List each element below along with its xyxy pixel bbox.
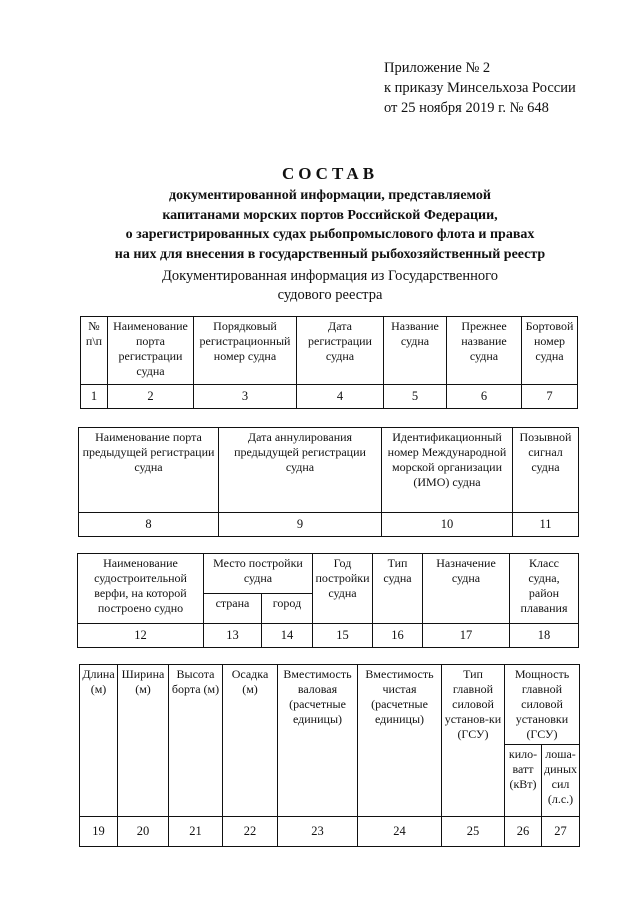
column-number: 13 [204, 624, 262, 648]
registry-table-3 [77, 553, 579, 648]
subheader-cell: страна [204, 594, 262, 624]
header-cell: Идентификационный номер Международной морской организации (ИМО) судна [382, 428, 513, 513]
document-title [80, 163, 580, 264]
column-number: 2 [108, 385, 194, 409]
column-number: 19 [80, 817, 118, 847]
column-number: 24 [358, 817, 442, 847]
table-header-row [78, 554, 579, 594]
header-cell: Место постройки судна [204, 554, 313, 594]
column-number: 23 [278, 817, 358, 847]
column-number: 27 [542, 817, 580, 847]
column-number: 18 [510, 624, 579, 648]
header-cell: Мощность главной силовой установки (ГСУ) [505, 665, 580, 745]
column-number: 6 [447, 385, 522, 409]
header-cell: Бортовой номер судна [522, 317, 578, 385]
column-number: 26 [505, 817, 542, 847]
column-number: 21 [169, 817, 223, 847]
column-number: 1 [81, 385, 108, 409]
title-line: на них для внесения в государственный рыбохозяйственный реестр [114, 246, 546, 262]
header-cell: Наименование порта регистрации судна [108, 317, 194, 385]
column-number: 11 [513, 513, 579, 537]
subtitle-line: Документированная информация из Государственного [162, 268, 498, 284]
column-number: 17 [423, 624, 510, 648]
table-number-row [78, 624, 579, 648]
column-number: 12 [78, 624, 204, 648]
column-number: 20 [118, 817, 169, 847]
registry-table-2 [78, 427, 579, 537]
column-number: 15 [313, 624, 373, 648]
header-cell: Тип судна [373, 554, 423, 624]
header-cell: Назначение судна [423, 554, 510, 624]
header-cell: Дата регистрации судна [297, 317, 384, 385]
header-cell: Ширина (м) [118, 665, 169, 817]
table-header-row [80, 665, 580, 745]
header-cell: Порядковый регистрационный номер судна [194, 317, 297, 385]
header-cell: Тип главной силовой установ-ки (ГСУ) [442, 665, 505, 817]
title-line: о зарегистрированных судах рыбопромыслового флота и правах [125, 227, 535, 242]
title-line: документированной информации, представляемой [169, 188, 491, 203]
column-number: 16 [373, 624, 423, 648]
header-cell: Дата аннулирования предыдущей регистрации судна [219, 428, 382, 513]
appendix-note [384, 58, 624, 118]
table-header-row [81, 317, 578, 385]
header-cell: Прежнее название судна [447, 317, 522, 385]
header-cell: Название судна [384, 317, 447, 385]
appendix-number: Приложение № 2 [384, 60, 491, 76]
header-cell: Год постройки судна [313, 554, 373, 624]
header-cell: Вместимость валовая (расчетные единицы) [278, 665, 358, 817]
subheader-cell: кило-ватт (кВт) [505, 745, 542, 817]
column-number: 4 [297, 385, 384, 409]
section-subtitle [120, 267, 540, 305]
table-header-row [79, 428, 579, 513]
header-cell: Вместимость чистая (расчетные единицы) [358, 665, 442, 817]
header-cell: Длина (м) [80, 665, 118, 817]
header-cell: Наименование порта предыдущей регистрации судна [79, 428, 219, 513]
header-cell: Осадка (м) [223, 665, 278, 817]
column-number: 3 [194, 385, 297, 409]
column-number: 14 [262, 624, 313, 648]
column-number: 22 [223, 817, 278, 847]
column-number: 5 [384, 385, 447, 409]
title-line: капитанами морских портов Российской Федерации, [162, 207, 498, 223]
subheader-cell: город [262, 594, 313, 624]
header-cell: Высота борта (м) [169, 665, 223, 817]
header-cell: Класс судна, район плавания [510, 554, 579, 624]
header-cell: Позывной сигнал судна [513, 428, 579, 513]
column-number: 7 [522, 385, 578, 409]
table-number-row [79, 513, 579, 537]
column-number: 8 [79, 513, 219, 537]
column-number: 25 [442, 817, 505, 847]
column-number: 10 [382, 513, 513, 537]
title-heading: СОСТАВ [281, 164, 379, 183]
registry-table-4 [79, 664, 580, 847]
header-cell: Наименование судостроительной верфи, на которой построено судно [78, 554, 204, 624]
subtitle-line: судового реестра [277, 287, 383, 303]
column-number: 9 [219, 513, 382, 537]
table-number-row [81, 385, 578, 409]
subheader-cell: лоша-диных сил (л.с.) [542, 745, 580, 817]
registry-table-1 [80, 316, 578, 409]
header-cell: № п\п [81, 317, 108, 385]
appendix-order: к приказу Минсельхоза России [384, 80, 576, 96]
table-number-row [80, 817, 580, 847]
appendix-date: от 25 ноября 2019 г. № 648 [384, 100, 549, 116]
